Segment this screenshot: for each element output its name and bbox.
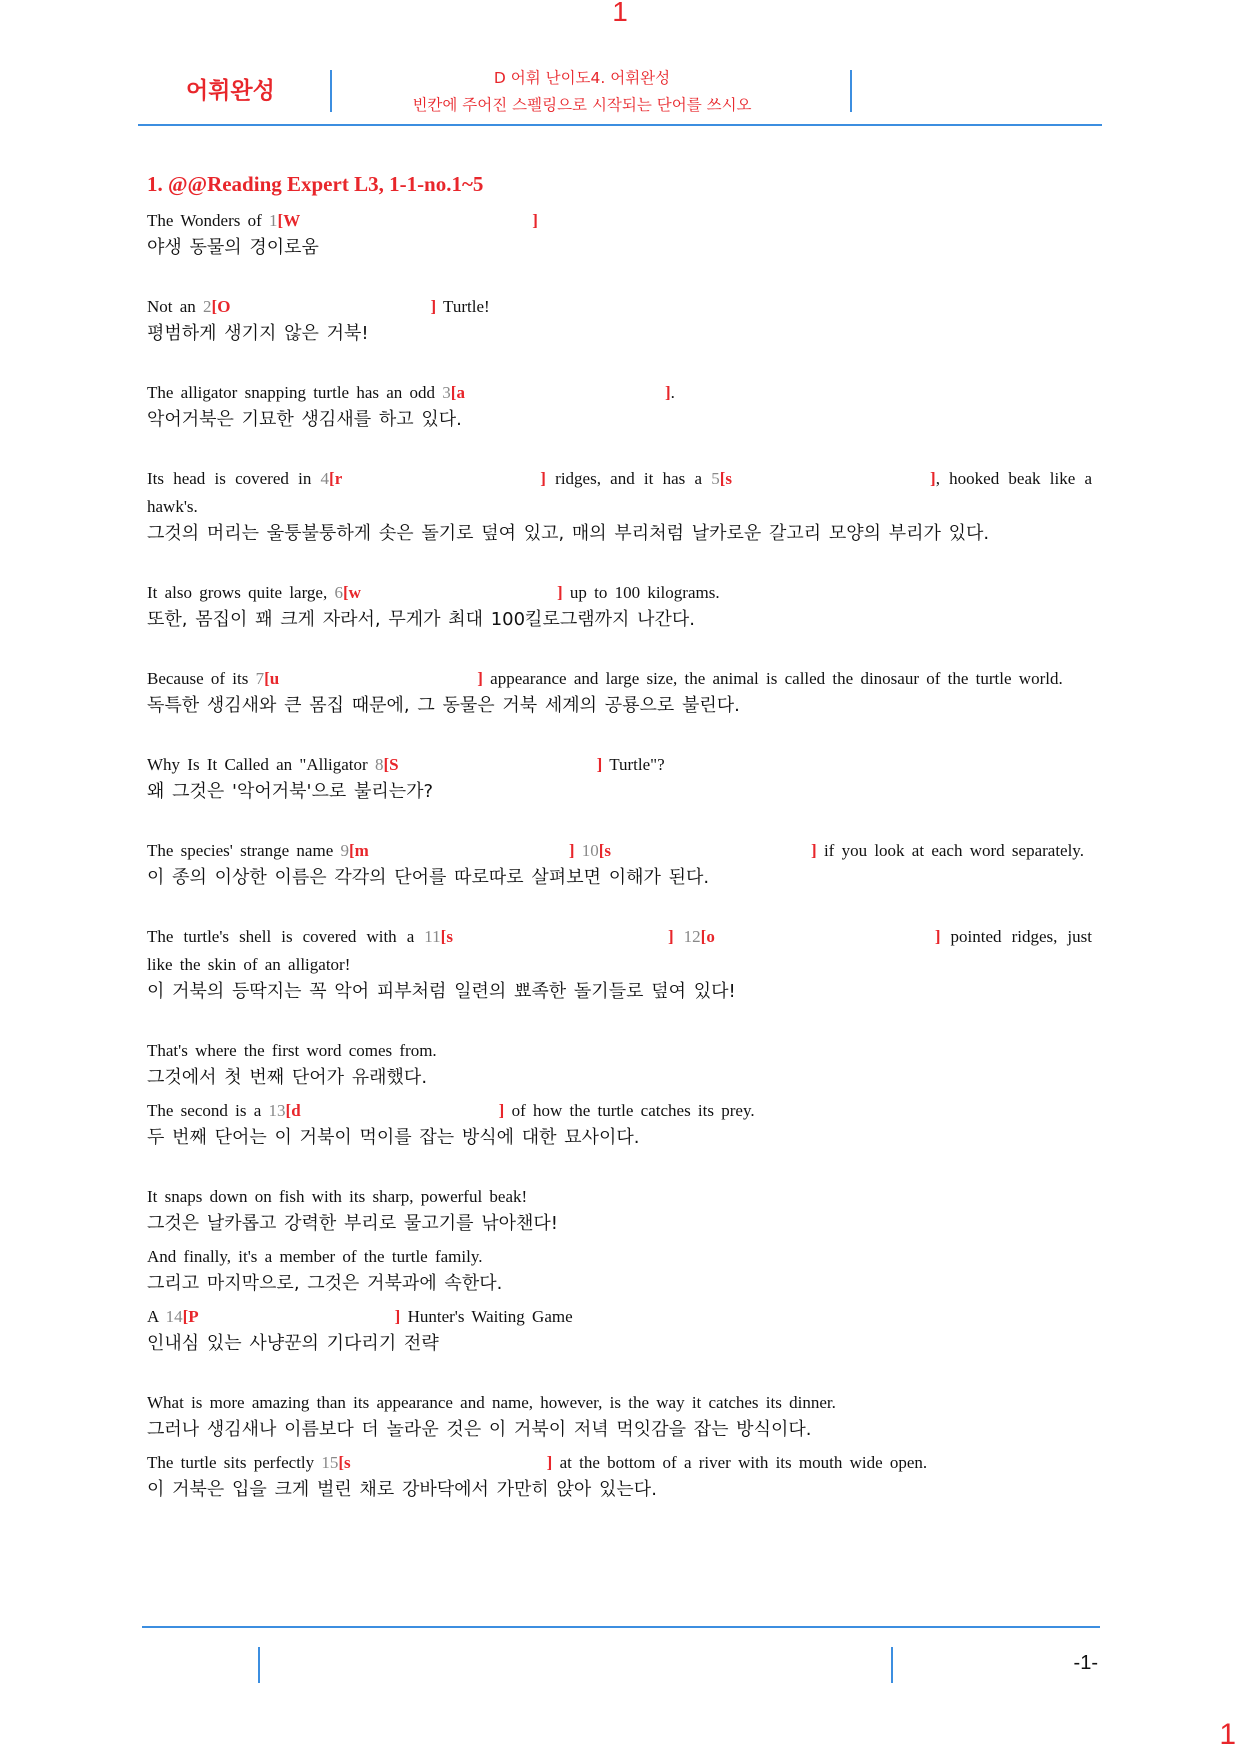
- exercise-item: [147, 207, 1092, 261]
- sentence-text: [575, 841, 582, 860]
- header-divider-right: [850, 70, 852, 112]
- sentence-text: Why Is It Called an "Alligator: [147, 755, 375, 774]
- korean-translation: 또한, 몸집이 꽤 크게 자라서, 무게가 최대 100킬로그램까지 나간다.: [147, 609, 695, 630]
- blank-open-bracket: [P: [182, 1307, 199, 1326]
- sentence-text: .: [670, 383, 675, 402]
- blank-close-bracket: ]: [930, 469, 936, 488]
- exercise-item: [147, 1037, 1092, 1091]
- worksheet-title: 어휘완성: [186, 78, 275, 104]
- sentence-text: Not an: [147, 297, 204, 316]
- exercise-item: [147, 1389, 1092, 1443]
- blank-close-bracket: ]: [532, 211, 538, 230]
- korean-translation: 두 번째 단어는 이 거북이 먹이를 잡는 방식에 대한 묘사이다.: [147, 1127, 640, 1148]
- sentence-text: appearance and large size, the animal is called the dinosaur of the turtle world.: [482, 669, 1063, 688]
- sentence-text: A: [147, 1307, 166, 1326]
- sentence-text: The turtle's shell is covered with a: [147, 927, 425, 946]
- blank-number: 15: [321, 1453, 339, 1472]
- section-title: 1. @@Reading Expert L3, 1-1-no.1~5: [147, 172, 484, 196]
- corner-page-number: 1: [1219, 1718, 1236, 1751]
- blank-number: 2: [203, 297, 212, 316]
- sentence-text: if you look at each word separately.: [816, 841, 1084, 860]
- page-top-number: 1: [612, 0, 628, 27]
- blank-number: 14: [165, 1307, 183, 1326]
- sentence-text: Hunter's Waiting Game: [400, 1307, 573, 1326]
- sentence-text: pointed ridges, just like the skin of an alligator!: [147, 927, 1092, 974]
- blank-number: 4: [320, 469, 330, 488]
- exercise-item: [147, 379, 1092, 433]
- exercise-item: [147, 1183, 1092, 1237]
- blank-number: 1: [269, 211, 278, 230]
- exercise-item: [147, 1303, 1092, 1357]
- blank-close-bracket: ]: [477, 669, 483, 688]
- blank-number: 13: [268, 1101, 286, 1120]
- blank-close-bracket: ]: [498, 1101, 505, 1120]
- page-footer: [142, 1626, 1100, 1688]
- korean-translation: 왜 그것은 '악어거북'으로 불리는가?: [147, 781, 434, 802]
- korean-translation: 악어거북은 기묘한 생김새를 하고 있다.: [147, 409, 462, 430]
- worksheet-instructions: 빈칸에 주어진 스펠링으로 시작되는 단어를 쓰시오: [412, 96, 752, 114]
- korean-translation: 이 거북은 입을 크게 벌린 채로 강바닥에서 가만히 앉아 있는다.: [147, 1479, 657, 1500]
- blank-close-bracket: ]: [811, 841, 817, 860]
- exercise-item: [147, 465, 1092, 547]
- blank-close-bracket: ]: [664, 383, 671, 402]
- exercise-list: [147, 207, 1092, 1503]
- sentence-text: up to 100 kilograms.: [562, 583, 720, 602]
- exercise-item: [147, 1449, 1092, 1503]
- korean-translation: 이 종의 이상한 이름은 각각의 단어를 따로따로 살펴보면 이해가 된다.: [147, 867, 710, 888]
- blank-number: 6: [334, 583, 343, 602]
- blank-close-bracket: ]: [568, 841, 575, 860]
- blank-close-bracket: ]: [667, 927, 674, 946]
- worksheet-content: [147, 172, 1092, 1535]
- blank-number: 12: [683, 927, 701, 946]
- sentence-text: The Wonders of: [147, 211, 270, 230]
- blank-open-bracket: [O: [211, 297, 231, 316]
- korean-translation: 그것은 날카롭고 강력한 부리로 물고기를 낚아챈다!: [147, 1213, 558, 1234]
- sentence-text: Turtle"?: [602, 755, 665, 774]
- blank-number: 9: [340, 841, 349, 860]
- blank-open-bracket: [W: [277, 211, 301, 230]
- blank-open-bracket: [o: [700, 927, 715, 946]
- sentence-text: [674, 927, 684, 946]
- korean-translation: 이 거북의 등딱지는 꼭 악어 피부처럼 일련의 뾰족한 돌기들로 덮여 있다!: [147, 981, 736, 1002]
- english-sentence: [147, 207, 1092, 235]
- english-sentence: [147, 1389, 1092, 1417]
- blank-open-bracket: [u: [264, 669, 280, 688]
- blank-close-bracket: ]: [596, 755, 603, 774]
- exercise-item: [147, 837, 1092, 891]
- blank-number: 8: [374, 755, 384, 774]
- english-sentence: [147, 293, 1092, 321]
- footer-divider-left: [258, 1647, 260, 1683]
- english-sentence: [147, 1037, 1092, 1065]
- sentence-text: of how the turtle catches its prey.: [504, 1101, 755, 1120]
- blank-open-bracket: [s: [440, 927, 453, 946]
- english-sentence: [147, 837, 1092, 865]
- exercise-item: [147, 751, 1092, 805]
- english-sentence: [147, 751, 1092, 779]
- korean-translation: 야생 동물의 경이로움: [147, 237, 319, 258]
- english-sentence: [147, 1243, 1092, 1271]
- blank-open-bracket: [w: [342, 583, 361, 602]
- english-sentence: [147, 1097, 1092, 1125]
- blank-open-bracket: [d: [285, 1101, 301, 1120]
- blank-open-bracket: [S: [383, 755, 399, 774]
- sentence-text: at the bottom of a river with its mouth wide open.: [552, 1453, 928, 1472]
- sentence-text: , hooked beak like a hawk's.: [147, 469, 1092, 516]
- exercise-item: [147, 579, 1092, 633]
- english-sentence: [147, 379, 1092, 407]
- korean-translation: 그러나 생김새나 이름보다 더 놀라운 것은 이 거북이 저녁 먹잇감을 잡는 방식이다.: [147, 1419, 812, 1440]
- english-sentence: [147, 923, 1092, 979]
- sentence-text: The second is a: [147, 1101, 269, 1120]
- blank-open-bracket: [m: [349, 841, 369, 860]
- blank-close-bracket: ]: [934, 927, 941, 946]
- blank-close-bracket: ]: [430, 297, 437, 316]
- sentence-text: What is more amazing than its appearance and name, however, is the way it catches its dinner.: [147, 1393, 836, 1412]
- blank-close-bracket: ]: [394, 1307, 401, 1326]
- blank-open-bracket: [a: [450, 383, 465, 402]
- blank-number: 3: [442, 383, 451, 402]
- exercise-item: [147, 293, 1092, 347]
- page-number: -1-: [1073, 1652, 1098, 1674]
- sentence-text: And finally, it's a member of the turtle family.: [147, 1247, 483, 1266]
- blank-open-bracket: [s: [719, 469, 733, 488]
- sentence-text: ridges, and it has a: [545, 469, 712, 488]
- sentence-text: The alligator snapping turtle has an odd: [147, 383, 443, 402]
- korean-translation: 인내심 있는 사냥꾼의 기다리기 전략: [147, 1333, 439, 1354]
- exercise-item: [147, 1097, 1092, 1151]
- sentence-text: The turtle sits perfectly: [147, 1453, 322, 1472]
- exercise-item: [147, 665, 1092, 719]
- sentence-text: That's where the first word comes from.: [147, 1041, 437, 1060]
- exercise-item: [147, 1243, 1092, 1297]
- blank-close-bracket: ]: [546, 1453, 553, 1472]
- blank-number: 10: [581, 841, 599, 860]
- english-sentence: [147, 1449, 1092, 1477]
- korean-translation: 평범하게 생기지 않은 거북!: [147, 323, 369, 344]
- blank-number: 5: [711, 469, 720, 488]
- blank-close-bracket: ]: [556, 583, 563, 602]
- sentence-text: Its head is covered in: [147, 469, 321, 488]
- sentence-text: Because of its: [147, 669, 256, 688]
- blank-close-bracket: ]: [540, 469, 546, 488]
- sentence-text: It also grows quite large,: [147, 583, 335, 602]
- korean-translation: 그것에서 첫 번째 단어가 유래했다.: [147, 1067, 428, 1088]
- english-sentence: [147, 579, 1092, 607]
- korean-translation: 그것의 머리는 울퉁불퉁하게 솟은 돌기로 덮여 있고, 매의 부리처럼 날카로운 갈고리 모양의 부리가 있다.: [147, 523, 990, 544]
- korean-translation: 독특한 생김새와 큰 몸집 때문에, 그 동물은 거북 세계의 공룡으로 불린다.: [147, 695, 740, 716]
- worksheet-subtitle-line1: D 어휘 난이도4. 어휘완성: [493, 69, 671, 87]
- english-sentence: [147, 465, 1092, 521]
- sentence-text: Turtle!: [436, 297, 490, 316]
- blank-open-bracket: [s: [338, 1453, 351, 1472]
- blank-open-bracket: [s: [598, 841, 612, 860]
- english-sentence: [147, 1183, 1092, 1211]
- blank-open-bracket: [r: [329, 469, 343, 488]
- blank-number: 7: [255, 669, 265, 688]
- blank-number: 11: [424, 927, 441, 946]
- korean-translation: 그리고 마지막으로, 그것은 거북과에 속한다.: [147, 1273, 503, 1294]
- footer-divider-right: [891, 1647, 893, 1683]
- sentence-text: The species' strange name: [147, 841, 341, 860]
- exercise-item: [147, 923, 1092, 1005]
- worksheet-header: [138, 62, 1102, 126]
- sentence-text: It snaps down on fish with its sharp, powerful beak!: [147, 1187, 528, 1206]
- english-sentence: [147, 665, 1092, 693]
- english-sentence: [147, 1303, 1092, 1331]
